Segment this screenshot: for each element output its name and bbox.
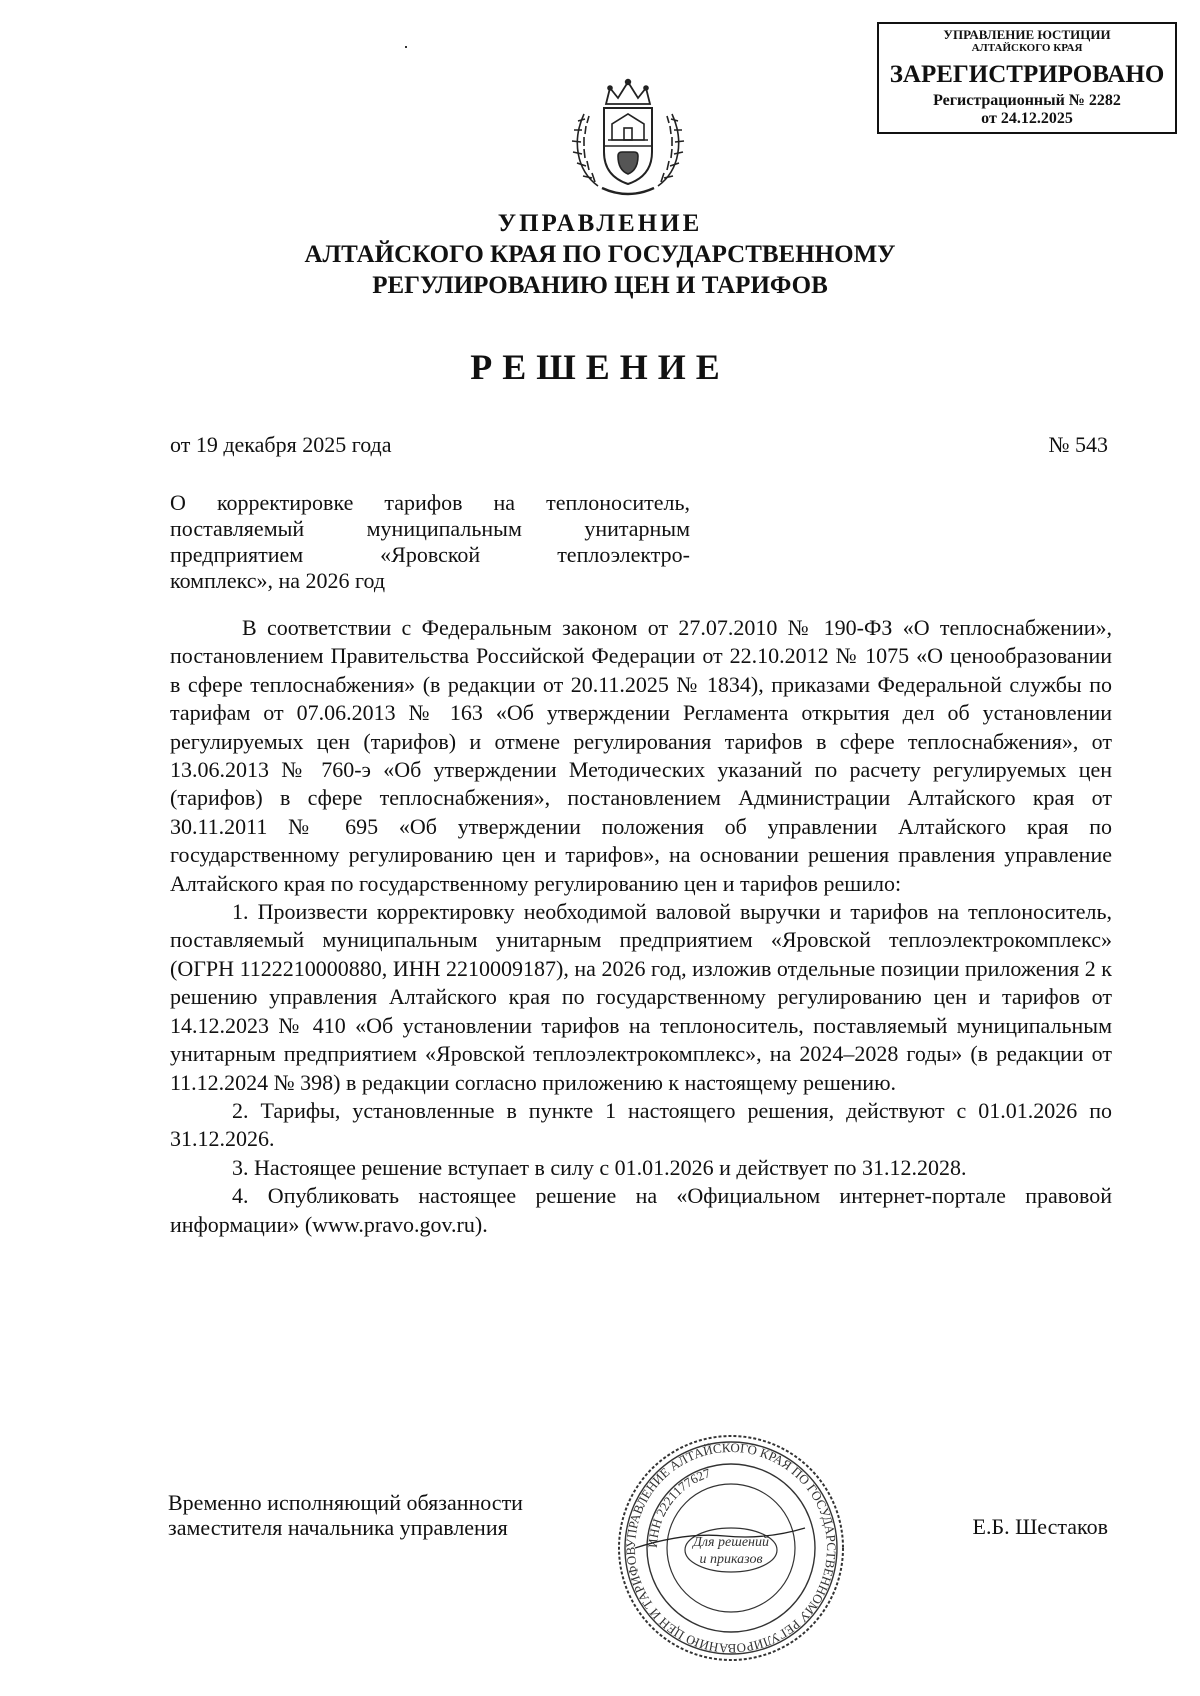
stamp-authority-line1: УПРАВЛЕНИЕ ЮСТИЦИИ xyxy=(943,27,1111,42)
document-subject xyxy=(170,490,690,594)
signatory-name: Е.Б. Шестаков xyxy=(972,1514,1108,1539)
subject-line: предприятием «Яровской теплоэлектро- xyxy=(170,542,690,567)
organization-line2: АЛТАЙСКОГО КРАЯ ПО ГОСУДАРСТВЕННОМУ xyxy=(304,241,896,268)
scan-speck xyxy=(405,46,407,48)
stamp-reg-date: от 24.12.2025 xyxy=(981,110,1073,127)
body-preamble: В соответствии с Федеральным законом от 27.07.2010 № 190-ФЗ «О теплоснабжении», постановлением Правительства Российской Федерации от 22.10.2012 № 1075 «О ценообразовании в сфере теплоснабжения» (в редакции от 20.11.2025 № 1834), приказами Федеральной службы по тарифам от 07.06.2013 № 163 «Об утверждении Регламента открытия дел об установлении регулируемых цен (тарифов) и отмене регулирования тарифов в сфере теплоснабжения», от 13.06.2013 № 760-э «Об утверждении Методических указаний по расчету регулируемых цен (тарифов) в сфере теплоснабжения», постановлением Администрации Алтайского края от 30.11.2011 № 695 «Об утверждении положения об управлении Алтайского края по государственному регулированию цен и тарифов», на основании решения правления управление Алтайского края по государственному регулированию цен и тарифов решило: xyxy=(170,615,1112,896)
subject-line: комплекс», на 2026 год xyxy=(170,568,386,593)
document-date: от 19 декабря 2025 года xyxy=(170,432,392,457)
organization-line3: РЕГУЛИРОВАНИЮ ЦЕН И ТАРИФОВ xyxy=(372,272,828,299)
seal-outer-text: УПРАВЛЕНИЕ АЛТАЙСКОГО КРАЯ ПО ГОСУДАРСТВЕННОМУ РЕГУЛИРОВАНИЮ ЦЕН И ТАРИФОВ xyxy=(622,1439,840,1657)
stamp-authority-line2: АЛТАЙСКОГО КРАЯ xyxy=(971,42,1083,54)
seal-center-line1: Для решений xyxy=(693,1535,769,1550)
body-item-1: 1. Произвести корректировку необходимой валовой выручки и тарифов на теплоноситель, поставляемый муниципальным унитарным предприятием «Яровской теплоэлектрокомплекс» (ОГРН 1122210000880, ИНН 2210009187), на 2026 год, изложив отдельные позиции приложения 2 к решению управления Алтайского края по государственному регулированию цен и тарифов от 14.12.2023 № 410 «Об установлении тарифов на теплоноситель, поставляемый муниципальным унитарным предприятием «Яровской теплоэлектрокомплекс», на 2024–2028 годы» (в редакции от 11.12.2024 № 398) в редакции согласно приложению к настоящему решению. xyxy=(170,899,1112,1095)
signatory-title-line2: заместителя начальника управления xyxy=(168,1515,508,1540)
seal-inn-text: ИНН 2221177627 xyxy=(644,1465,713,1549)
altai-krai-coat-of-arms-icon xyxy=(568,74,688,202)
organization-line1: УПРАВЛЕНИЕ xyxy=(497,210,703,237)
signatory-title xyxy=(168,1490,523,1540)
registration-stamp xyxy=(877,22,1177,134)
organization-heading xyxy=(200,208,1000,301)
seal-center-line2: и приказов xyxy=(699,1552,763,1567)
subject-line: О корректировке тарифов на теплоноситель, xyxy=(170,490,690,515)
document-body xyxy=(170,614,1112,1239)
body-item-2: 2. Тарифы, установленные в пункте 1 настоящего решения, действуют с 01.01.2026 по 31.12.2026. xyxy=(170,1097,1112,1152)
stamp-reg-number: Регистрационный № 2282 xyxy=(933,92,1121,109)
stamp-status: ЗАРЕГИСТРИРОВАНО xyxy=(889,61,1165,88)
body-item-4: 4. Опубликовать настоящее решение на «Официальном интернет-портале правовой информации» (www.pravo.gov.ru). xyxy=(170,1183,1112,1237)
official-round-seal-icon xyxy=(615,1432,847,1664)
signatory-title-line1: Временно исполняющий обязанности xyxy=(168,1490,523,1515)
body-item-3: 3. Настоящее решение вступает в силу с 01.01.2026 и действует по 31.12.2028. xyxy=(232,1154,967,1180)
document-type: РЕШЕНИЕ xyxy=(470,347,730,387)
document-number: № 543 xyxy=(1048,432,1108,457)
subject-line: поставляемый муниципальным унитарным xyxy=(170,516,690,541)
